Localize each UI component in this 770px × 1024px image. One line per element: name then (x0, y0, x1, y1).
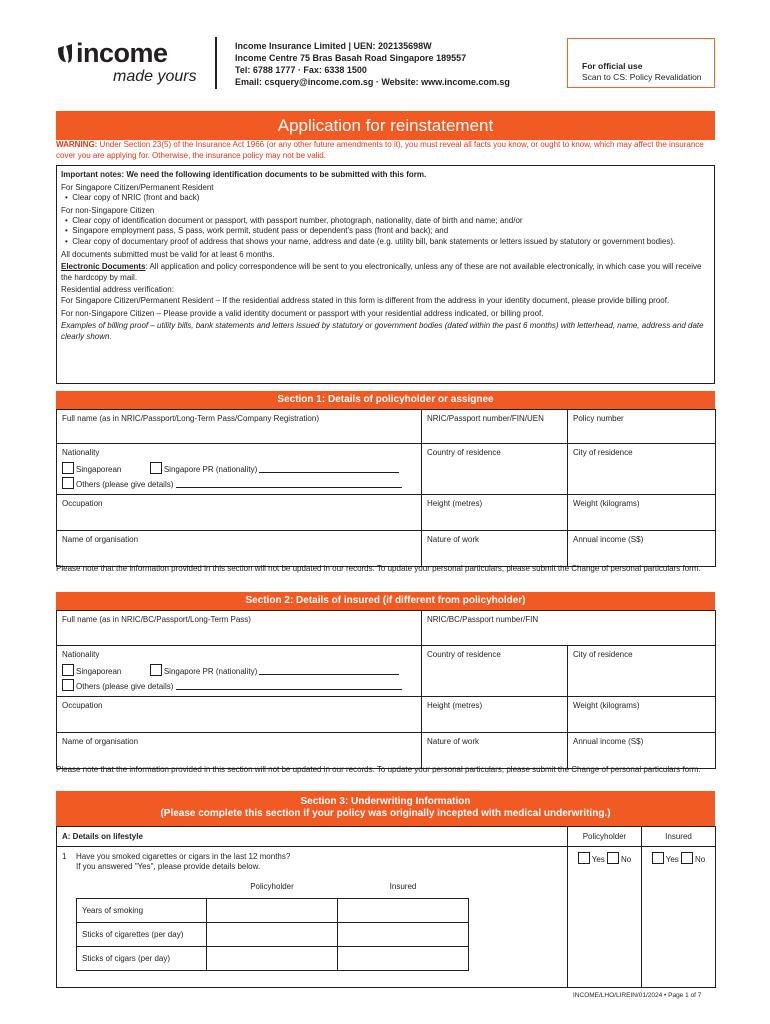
pr-checkbox[interactable] (150, 462, 162, 474)
official-use-text: Scan to CS: Policy Revalidation (582, 72, 702, 82)
col-policyholder: Policyholder (568, 827, 642, 847)
insured-country-field[interactable]: Country of residence (422, 646, 568, 697)
citizen-bullet: • Clear copy of NRIC (front and back) (65, 193, 200, 203)
sub-col-policyholder: Policyholder (250, 882, 294, 891)
policy-number-field[interactable]: Policy number (568, 410, 716, 444)
insured-others-checkbox[interactable] (62, 679, 74, 691)
policyholder-no-checkbox[interactable] (607, 852, 619, 864)
insured-id-number-field[interactable]: NRIC/BC/Passport number/FIN (422, 611, 716, 646)
singaporean-label: Singaporean (76, 667, 122, 676)
section1-title: Section 1: Details of policyholder or assignee (56, 391, 715, 409)
annual-income-field[interactable]: Annual income (S$) (568, 531, 716, 567)
residential-heading: Residential address verification: (61, 285, 174, 295)
electronic-note: Electronic Documents: All application and policy correspondence will be sent to you electronically, unless any of these are not available electronically, in which case you will receive the hardcopy by mail. (61, 262, 702, 282)
insured-nature-of-work-field[interactable]: Nature of work (422, 733, 568, 769)
cigarettes-label: Sticks of cigarettes (per day) (77, 922, 207, 946)
policyholder-yes-checkbox[interactable] (578, 852, 590, 864)
question-text: Have you smoked cigarettes or cigars in the last 12 months? (76, 852, 291, 861)
insured-weight-field[interactable]: Weight (kilograms) (568, 697, 716, 733)
pr-label: Singapore PR (nationality) (163, 465, 258, 474)
insured-nationality-field (57, 646, 422, 697)
insured-pr-checkbox[interactable] (150, 664, 162, 676)
warning-text (56, 140, 715, 161)
smoking-question (57, 847, 568, 988)
height-field[interactable]: Height (metres) (422, 495, 568, 531)
occupation-field[interactable]: Occupation (57, 495, 422, 531)
section1-table (56, 409, 716, 567)
important-notes (56, 165, 715, 384)
section3-title-bar (56, 791, 715, 826)
city-field[interactable]: City of residence (568, 444, 716, 495)
others-label: Others (please give details) (76, 480, 174, 489)
notes-heading: Important notes: We need the following identification documents to be submitted with this form. (61, 170, 427, 179)
section1-note: Please note that the information provided in this section will not be updated in our records. To update your personal particulars, please submit the Change of personal particulars form. (56, 564, 701, 573)
weight-field[interactable]: Weight (kilograms) (568, 495, 716, 531)
company-line: Tel: 6788 1777 · Fax: 6338 1500 (235, 65, 367, 75)
insured-annual-income-field[interactable]: Annual income (S$) (568, 733, 716, 769)
others-label: Others (please give details) (76, 682, 174, 691)
validity-note: All documents submitted must be valid for at least 6 months. (61, 249, 275, 259)
non-citizen-bullet: • Singapore employment pass, S pass, work permit, student pass or dependent's pass (front and back); and (65, 226, 449, 236)
pr-nationality-input[interactable] (259, 472, 399, 473)
lifestyle-heading: A: Details on lifestyle (57, 827, 568, 847)
cigars-label: Sticks of cigars (per day) (77, 946, 207, 970)
warning-body: Under Section 23(5) of the Insurance Act 1966 (or any other future amendments to it), you must reveal all facts you know, or ought to know, which may affect the insurance cover you are applying for. Otherwise, the insurance policy may not be valid. (56, 140, 704, 160)
insured-city-field[interactable]: City of residence (568, 646, 716, 697)
no-label: No (695, 855, 706, 864)
insured-pr-nationality-input[interactable] (259, 674, 399, 675)
nature-of-work-field[interactable]: Nature of work (422, 531, 568, 567)
income-logo-mark-icon (56, 42, 78, 66)
section2-title: Section 2: Details of insured (if different from policyholder) (56, 592, 715, 610)
non-citizen-heading: For non-Singapore Citizen (61, 205, 155, 215)
logo-tagline: made yours (113, 68, 197, 85)
smoking-details-table (76, 878, 469, 971)
insured-yes-checkbox[interactable] (652, 852, 664, 864)
logo-wordmark: income (76, 38, 168, 68)
billing-examples: Examples of billing proof – utility bills, bank statements and letters issued by statutory or government bodies (dated within the past 6 months) with letterhead, name, address and date clearly shown. (61, 321, 704, 341)
question-number: 1 (62, 852, 67, 861)
years-smoking-insured-input[interactable] (338, 898, 469, 922)
section3-title: Section 3: Underwriting Information (300, 796, 471, 807)
non-citizen-bullet: • Clear copy of identification document or passport, with passport number, photograph, nationality, date of birth and name; and/or (65, 216, 523, 226)
singaporean-checkbox[interactable] (62, 462, 74, 474)
singaporean-label: Singaporean (76, 465, 122, 474)
cigars-insured-input[interactable] (338, 946, 469, 970)
sub-col-insured: Insured (389, 882, 417, 891)
nationality-label: Nationality (62, 448, 100, 457)
insured-organisation-field[interactable]: Name of organisation (57, 733, 422, 769)
company-line: Income Insurance Limited | UEN: 202135698W (235, 41, 432, 51)
page-footer: INCOME/LHO/LIREIN/01/2024 • Page 1 of 7 (573, 992, 702, 999)
yes-label: Yes (591, 855, 605, 864)
full-name-field[interactable]: Full name (as in NRIC/Passport/Long-Term Pass/Company Registration) (57, 410, 422, 444)
official-use-box (567, 38, 715, 88)
question-subtext: If you answered "Yes", please provide details below. (76, 862, 261, 871)
others-checkbox[interactable] (62, 477, 74, 489)
pr-label: Singapore PR (nationality) (163, 667, 258, 676)
nationality-field (57, 444, 422, 495)
country-field[interactable]: Country of residence (422, 444, 568, 495)
non-citizen-bullet: • Clear copy of documentary proof of address that shows your name, address and date (e.g. utility bill, bank statements or letters issued by statutory or government bodies). (65, 236, 676, 246)
cigarettes-insured-input[interactable] (338, 922, 469, 946)
years-smoking-policyholder-input[interactable] (207, 898, 338, 922)
section3-subtitle: (Please complete this section if your policy was originally incepted with medical underwriting.) (160, 808, 611, 819)
cigars-policyholder-input[interactable] (207, 946, 338, 970)
warning-label: WARNING: (56, 140, 98, 149)
insured-full-name-field[interactable]: Full name (as in NRIC/BC/Passport/Long-Term Pass) (57, 611, 422, 646)
insured-others-details-input[interactable] (176, 689, 402, 690)
organisation-field[interactable]: Name of organisation (57, 531, 422, 567)
nationality-label: Nationality (62, 650, 100, 659)
header-divider (215, 37, 217, 89)
insured-no-checkbox[interactable] (681, 852, 693, 864)
col-insured: Insured (642, 827, 716, 847)
company-details (235, 40, 510, 88)
section2-table (56, 610, 716, 769)
residential-citizen: For Singapore Citizen/Permanent Resident – If the residential address stated in this form is different from the address in your identity document, please provide billing proof. (61, 295, 670, 305)
others-details-input[interactable] (176, 487, 402, 488)
policyholder-smoking-answer (568, 847, 642, 988)
cigarettes-policyholder-input[interactable] (207, 922, 338, 946)
income-logo (56, 38, 206, 90)
section3-table (56, 826, 716, 988)
id-number-field[interactable]: NRIC/Passport number/FIN/UEN (422, 410, 568, 444)
insured-occupation-field[interactable]: Occupation (57, 697, 422, 733)
section2-note: Please note that the information provided in this section will not be updated in our records. To update your personal particulars, please submit the Change of personal particulars form. (56, 765, 701, 774)
no-label: No (621, 855, 632, 864)
insured-smoking-answer (642, 847, 716, 988)
company-line: Income Centre 75 Bras Basah Road Singapore 189557 (235, 53, 467, 63)
official-use-title: For official use (582, 61, 643, 71)
citizen-heading: For Singapore Citizen/Permanent Resident (61, 182, 214, 192)
yes-label: Yes (665, 855, 679, 864)
company-line: Email: csquery@income.com.sg · Website: www.income.com.sg (235, 77, 510, 87)
residential-non-citizen: For non-Singapore Citizen – Please provide a valid identity document or passport with your residential address indicated, or billing proof. (61, 308, 544, 318)
insured-singaporean-checkbox[interactable] (62, 664, 74, 676)
insured-height-field[interactable]: Height (metres) (422, 697, 568, 733)
form-title: Application for reinstatement (56, 111, 715, 140)
years-smoking-label: Years of smoking (77, 898, 207, 922)
